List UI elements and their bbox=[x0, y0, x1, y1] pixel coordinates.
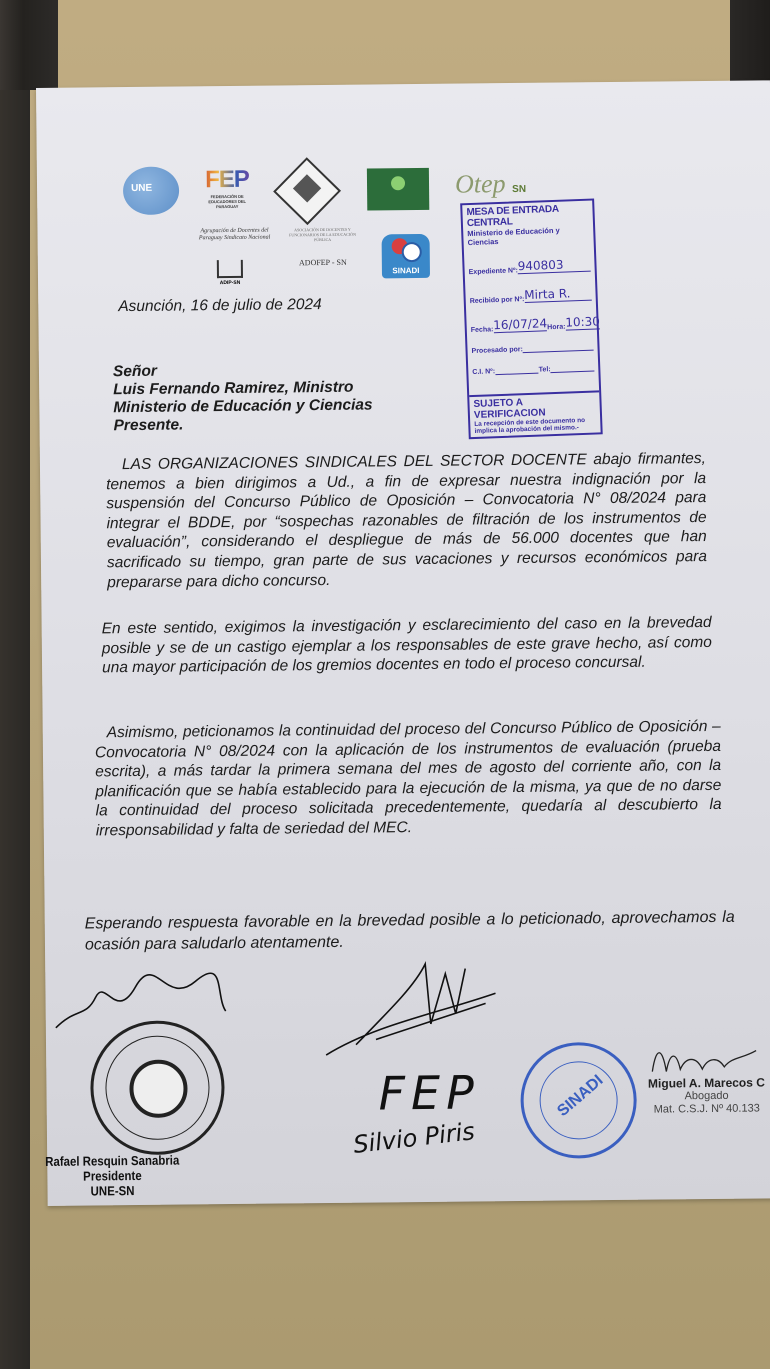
adofep-emblem-icon bbox=[273, 157, 341, 225]
paragraph-3: Asimismo, peticionamos la continuidad del proceso del Concurso Público de Oposición – Convocatoria N° 08/2024 con la aplicación de los instrumentos de evaluación (prueba escrita), a más tardar la primera semana del mes de agosto del corriente año, con la planificación que se había establecido para la ejecución de la misma, ya que de no darse la continuidad del proceso solicitada precedentemente, quedaría al descubierto la irresponsabilidad y falta de seriedad del MEC. bbox=[94, 717, 722, 840]
une-logo: UNE bbox=[123, 167, 179, 216]
reception-stamp: MESA DE ENTRADA CENTRAL Ministerio de Educación y Ciencias Expediente Nº: 940803 Recibido por Nº: Mirta R. Fecha: 16/07/24 Hora: 10:30 Procesado por: C.I. Nº: Tel: SUJETO A VERIFICACION La recepción de este documento no implica la aprobación del mismo.- bbox=[460, 198, 603, 439]
agrupacion-docentes-logo: Agrupación de Docentes del Paraguay Sindicato Nacional bbox=[198, 227, 271, 242]
letter-date: Asunción, 16 de julio de 2024 bbox=[118, 296, 322, 316]
sutec-logo bbox=[367, 168, 429, 211]
une-signatory: Rafael Resquin Sanabria Presidente UNE-SN bbox=[45, 1152, 180, 1199]
fep-handwritten-org: FEP bbox=[378, 1065, 481, 1121]
desk-edge-left bbox=[0, 0, 30, 1369]
desk-edge-top-left bbox=[0, 0, 58, 90]
otep-logo: Otep SN bbox=[454, 169, 527, 199]
stamp-fecha: Fecha: 16/07/24 Hora: 10:30 bbox=[470, 314, 601, 335]
lawyer-signatory: Miguel A. Marecos C Abogado Mat. C.S.J. Nº 40.133 bbox=[647, 1075, 765, 1116]
adip-logo: ADIP-SN bbox=[210, 260, 250, 286]
sinadi-logo: SINADI bbox=[382, 234, 430, 279]
closing-paragraph: Esperando respuesta favorable en la brevedad posible a lo peticionado, aprovechamos la ocasión para saludarlo atentamente. bbox=[84, 908, 735, 954]
fep-handwritten-name: Silvio Piris bbox=[351, 1117, 477, 1160]
stamp-procesado: Procesado por: bbox=[467, 343, 597, 355]
letter-page bbox=[36, 80, 770, 1206]
sinadi-seal: SINADI bbox=[520, 1042, 637, 1159]
paragraph-2: En este sentido, exigimos la investigación y esclarecimiento del caso en la brevedad posible y se de un castigo ejemplar a los responsables de este grave hecho, así como una mayor participación de los gremios docentes en todo el proceso concursal. bbox=[101, 613, 712, 677]
stamp-ci: C.I. Nº: Tel: bbox=[468, 364, 598, 376]
fep-logo: FEP FEDERACIÓN DE EDUCADORES DEL PARAGUAY bbox=[199, 166, 256, 227]
paragraph-1: LAS ORGANIZACIONES SINDICALES DEL SECTOR DOCENTE abajo firmantes, tenemos a bien dirigimos a Ud., a fin de expresar nuestra indignación por la suspensión del Concurso Público de Oposición – Convocatoria N° 08/2024 para integrar el BDDE, por “sospechas razonables de filtración de los instrumentos de evaluación”, considerando el despliegue de más de 56.000 docentes que han sacrificado su tiempo, gran parte de sus vacaciones y recursos económicos para prepararse para dicho concurso. bbox=[106, 450, 708, 591]
stamp-recibido: Recibido por Nº: Mirta R. bbox=[465, 285, 595, 305]
desk-edge-top-right bbox=[730, 0, 770, 90]
recipient-block: Señor Luis Fernando Ramirez, Ministro Ministerio de Educación y Ciencias Presente. bbox=[112, 362, 373, 435]
fep-signature-icon bbox=[315, 953, 516, 1075]
une-seal bbox=[90, 1020, 225, 1155]
stamp-expediente: Expediente Nº: 940803 bbox=[464, 256, 594, 276]
stamp-footer: SUJETO A VERIFICACION La recepción de este documento no implica la aprobación del mismo.- bbox=[469, 390, 600, 437]
adofep-logo: ASOCIACIÓN DE DOCENTES Y FUNCIONARIOS DE LA EDUCACIÓN PÚBLICA ADOFEP - SN bbox=[289, 226, 356, 268]
